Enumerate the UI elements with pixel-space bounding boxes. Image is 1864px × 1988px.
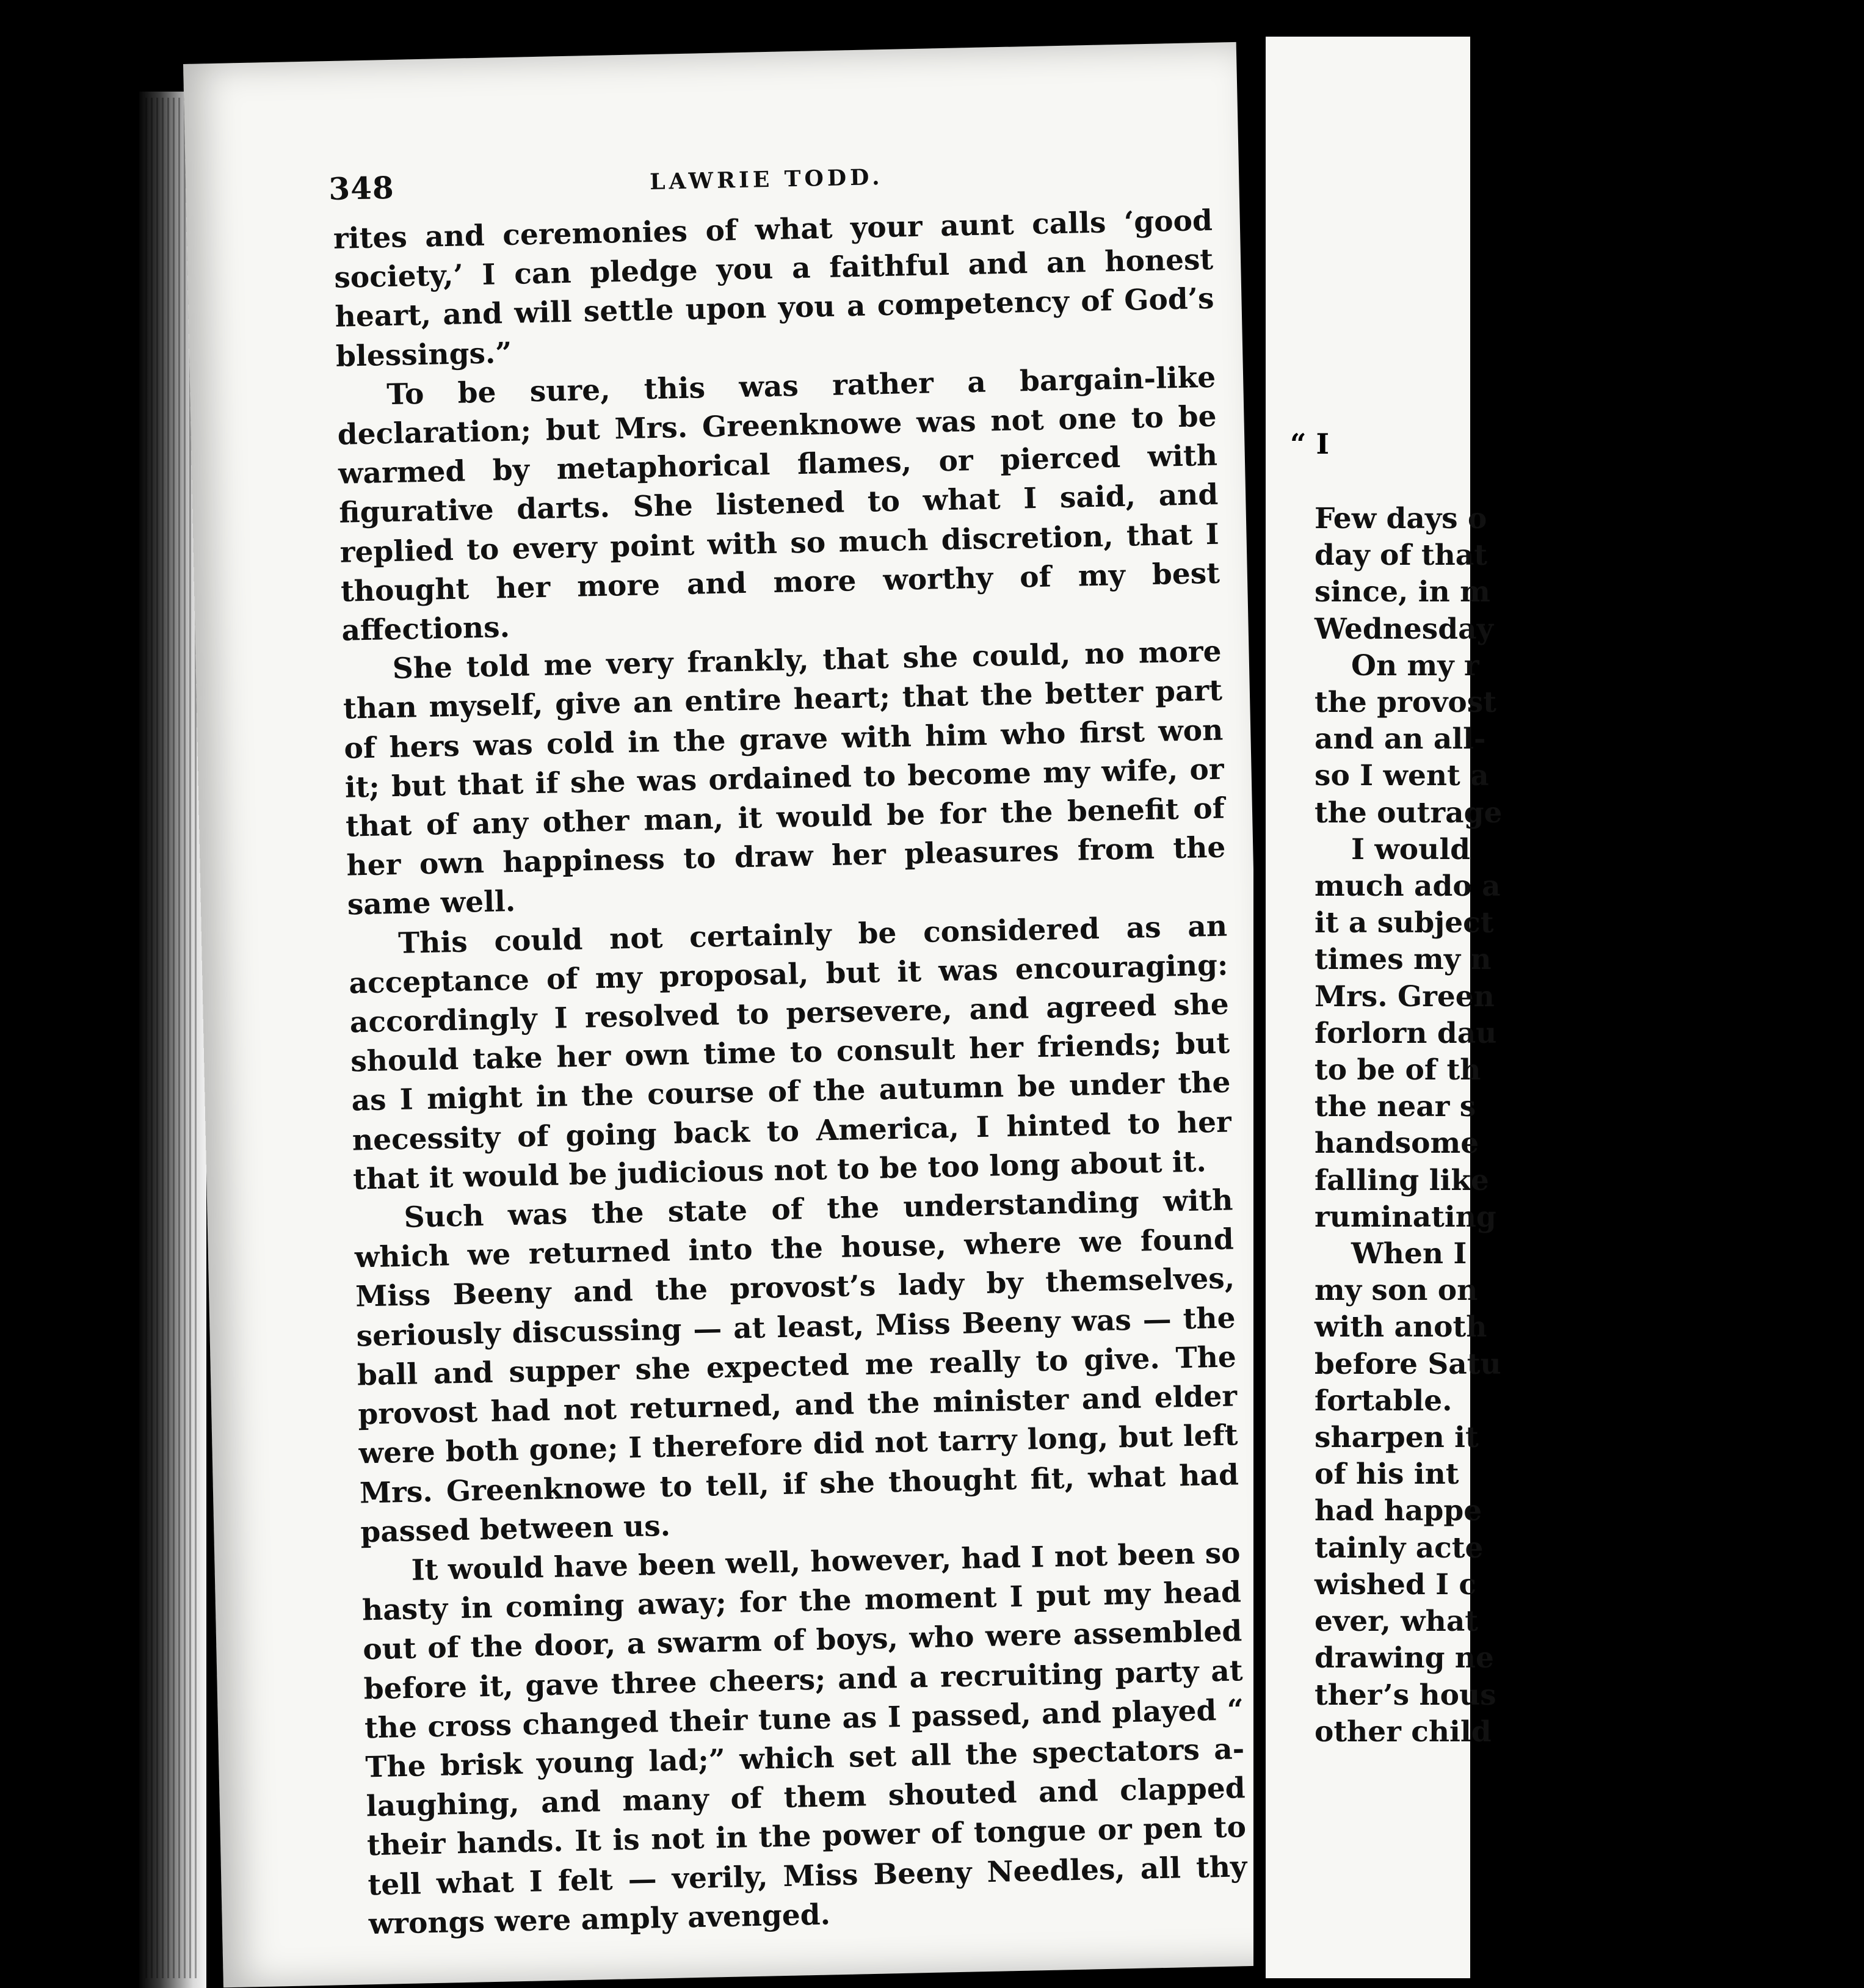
text-line: and an all- bbox=[1315, 722, 1486, 756]
text-line: so I went a bbox=[1315, 759, 1489, 793]
running-title: LAWRIE TODD. bbox=[649, 164, 884, 195]
right-page-heading-fragment: “ I bbox=[1290, 427, 1329, 460]
text-line: tainly acte bbox=[1315, 1531, 1484, 1565]
left-page-content bbox=[328, 153, 1249, 1944]
text-line: Few days o bbox=[1315, 502, 1487, 535]
text-line: it a subject bbox=[1315, 906, 1494, 940]
paragraph: To be sure, this was rather a bargain-like declaration; but Mrs. Greenknowe was not one to be warmed by metaphorical flames, or pierced with figurative darts. She listened to what I said, and replied to every point with so much discretion, that I thought her more and more worthy of my best affections. bbox=[337, 360, 1220, 648]
text-line: handsome bbox=[1315, 1126, 1479, 1161]
text-line: of his int bbox=[1315, 1457, 1459, 1492]
text-line: drawing ne bbox=[1315, 1641, 1494, 1675]
page-number: 348 bbox=[328, 169, 395, 208]
text-line: had happe bbox=[1315, 1494, 1482, 1528]
text-line: the provost bbox=[1315, 686, 1496, 720]
page-gutter-divider bbox=[1253, 0, 1266, 1988]
text-line: with anoth bbox=[1315, 1310, 1487, 1344]
text-line: the outrage bbox=[1315, 796, 1503, 830]
text-line: wished I c bbox=[1315, 1567, 1477, 1602]
text-line: to be of th bbox=[1315, 1053, 1481, 1087]
text-line: falling like bbox=[1315, 1163, 1489, 1197]
paragraph: rites and ceremonies of what your aunt calls ‘good society,’ I can pledge you a faithful and an honest heart, and will settle upon you a competency of God’s blessings.” bbox=[333, 203, 1215, 374]
text-line: forlorn dau bbox=[1315, 1016, 1497, 1050]
left-page bbox=[183, 42, 1277, 1987]
text-line: fortable. bbox=[1315, 1384, 1452, 1418]
body-text bbox=[333, 201, 1248, 1944]
text-line: Mrs. Green bbox=[1315, 979, 1495, 1014]
paragraph: This could not certainly be considered as an acceptance of my proposal, but it was encouraging: accordingly I resolved to persevere, and agreed she should take her own time to consult her friends; but as I might in the course of the autumn be under the necessity of going back to America, I hinted to her that it would be judicious not to be too long about it. bbox=[349, 909, 1232, 1197]
text-line: since, in m bbox=[1315, 575, 1490, 609]
text-line: before Satu bbox=[1315, 1347, 1501, 1381]
paragraph: It would have been well, however, had I not been so hasty in coming away; for the moment I put my head out of the door, a swarm of boys, who were assembled before it, gave three cheers; and a recruiting party at the cross changed their tune as I passed, and played “ The brisk young lad;” which set all the spectators a-laughing, and many of them shouted and clapped their hands. It is not in the power of tongue or pen to tell what I felt — verily, Miss Beeny Needles, all thy wrongs were amply avenged. bbox=[361, 1536, 1247, 1942]
right-page bbox=[1266, 37, 1503, 1978]
text-line: the near s bbox=[1315, 1090, 1476, 1124]
text-line: I would bbox=[1351, 832, 1471, 866]
text-line: When I bbox=[1351, 1237, 1467, 1271]
text-line: much ado a bbox=[1315, 869, 1501, 904]
text-line: day of that bbox=[1315, 539, 1487, 573]
text-line: times my n bbox=[1315, 943, 1492, 977]
right-page-text-column bbox=[1315, 501, 1864, 1750]
text-line: sharpen it bbox=[1315, 1421, 1479, 1455]
text-line: ruminating bbox=[1315, 1200, 1496, 1234]
text-line: ever, what bbox=[1315, 1605, 1478, 1639]
paragraph: Such was the state of the understanding with which we returned into the house, where we found Miss Beeny and the provost’s lady by themselves, seriously discussing — at least, Miss Beeny was — the ball and supper she expected me really to give. The provost had not returned, and the minister and elder were both gone; I therefore did not tarry long, but left Mrs. Greenknowe to tell, if she thought fit, what had passed between us. bbox=[354, 1183, 1239, 1550]
text-line: other child bbox=[1315, 1714, 1492, 1749]
text-line: ther’s hous bbox=[1315, 1678, 1496, 1712]
text-line: On my r bbox=[1351, 648, 1479, 683]
paragraph: She told me very frankly, that she could, no more than myself, give an entire heart; that the better part of hers was cold in the grave with him who first won it; but that if she was ordained to become my wife, or that of any other man, it would be for the benefit of her own happiness to draw her pleasures from the same well. bbox=[343, 634, 1226, 923]
text-line: my son on bbox=[1315, 1274, 1478, 1308]
text-line: Wednesday bbox=[1315, 612, 1493, 646]
